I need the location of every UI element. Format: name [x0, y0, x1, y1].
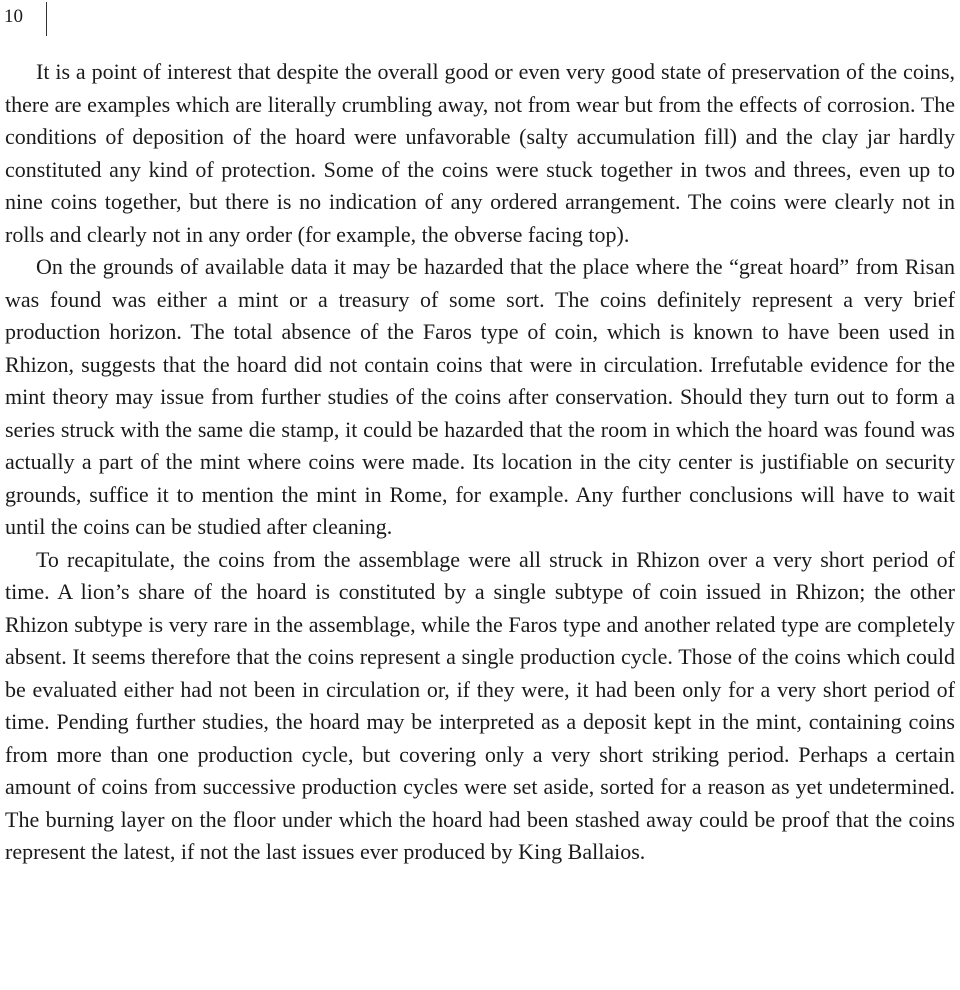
- paragraph-mint-theory: On the grounds of available data it may be hazarded that the place where the “great hoard” from Risan was found was either a mint or a treasury of some sort. The coins definitely represent a very brief production horizon. The total absence of the Faros type of coin, which is known to have been used in Rhizon, suggests that the hoard did not contain coins that were in circulation. Irrefutable evidence for the mint theory may issue from further studies of the coins after conservation. Should they turn out to form a series struck with the same die stamp, it could be hazarded that the room in which the hoard was found was actually a part of the mint where coins were made. Its location in the city center is justifiable on security grounds, suffice it to mention the mint in Rome, for example. Any further conclusions will have to wait until the coins can be studied after cleaning.: [5, 254, 955, 539]
- page-number: 10: [4, 6, 23, 27]
- paragraph-recapitulation: To recapitulate, the coins from the assemblage were all struck in Rhizon over a very short period of time. A lion’s share of the hoard is constituted by a single subtype of coin issued in Rhizon; the other Rhizon subtype is very rare in the assemblage, while the Faros type and another related type are completely absent. It seems therefore that the coins represent a single production cycle. Those of the coins which could be evaluated either had not been in circulation or, if they were, it had been only for a very short period of time. Pending further studies, the hoard may be interpreted as a deposit kept in the mint, containing coins from more than one production cycle, but covering only a very short striking period. Perhaps a certain amount of coins from successive production cycles were set aside, sorted for a reason as yet undetermined. The burning layer on the floor under which the hoard had been stashed away could be proof that the coins represent the latest, if not the last issues ever produced by King Ballaios.: [5, 546, 955, 864]
- body-text: [5, 56, 955, 869]
- paragraph-corrosion: It is a point of interest that despite the overall good or even very good state of preservation of the coins, there are examples which are literally crumbling away, not from wear but from the effects of corrosion. The conditions of deposition of the hoard were unfavorable (salty accumulation fill) and the clay jar hardly constituted any kind of protection. Some of the coins were stuck together in twos and threes, even up to nine coins together, but there is no indication of any ordered arrangement. The coins were clearly not in rolls and clearly not in any order (for example, the obverse facing top).: [5, 59, 955, 247]
- page-header: [0, 0, 23, 36]
- header-divider: [46, 2, 47, 36]
